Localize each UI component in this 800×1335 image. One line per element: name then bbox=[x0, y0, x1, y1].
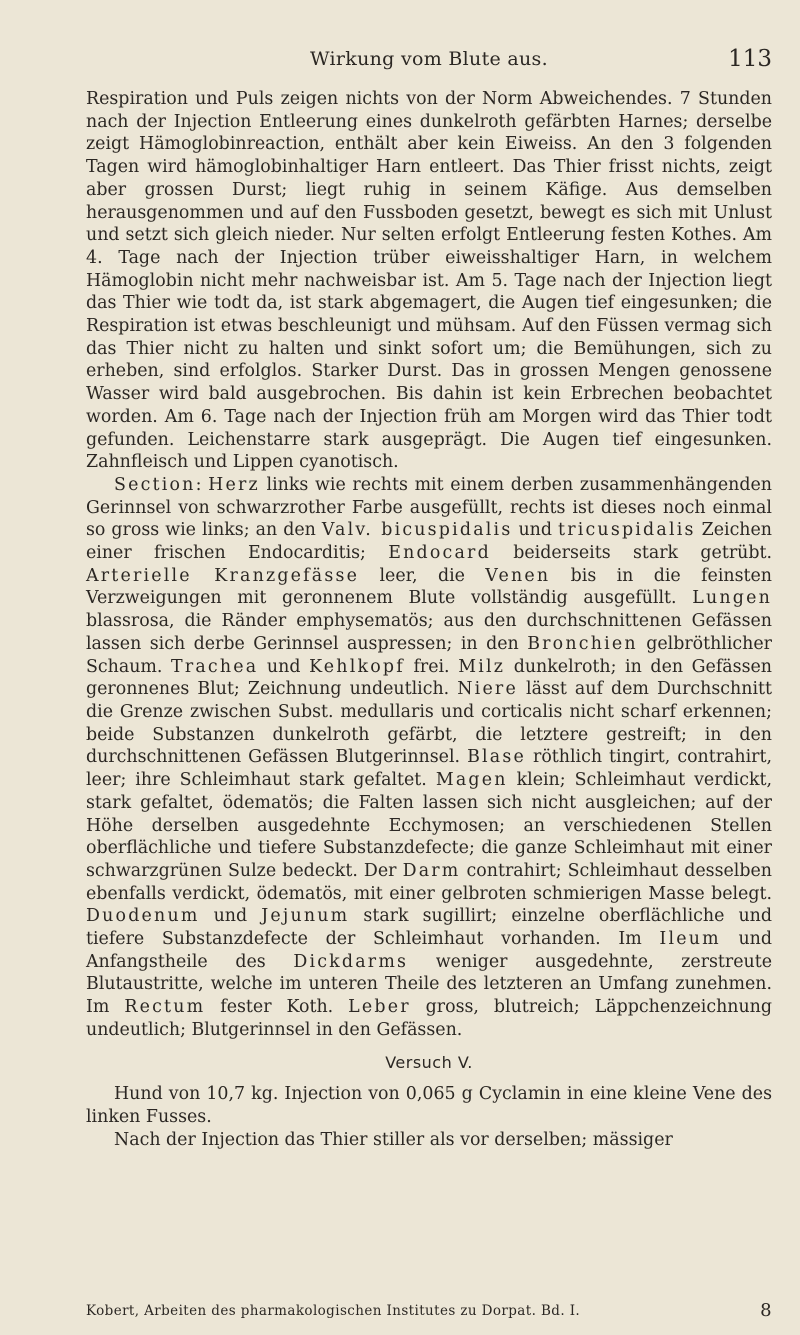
spaced-term: Valv. bicuspidalis bbox=[321, 520, 513, 541]
spaced-term: tricuspidalis bbox=[558, 520, 696, 541]
text-run: : bbox=[195, 474, 209, 495]
text-run: leer, die bbox=[359, 565, 486, 586]
spaced-term: Arterielle Kranzgefässe bbox=[86, 565, 360, 586]
spaced-term: Rectum bbox=[124, 997, 206, 1018]
text-run: und bbox=[512, 520, 559, 541]
spaced-term: Duodenum bbox=[86, 906, 200, 927]
text-run: dunkelroth; in den Gefässen geronnenes Blut; Zeichnung undeutlich. bbox=[86, 656, 772, 700]
spaced-term: Leber bbox=[348, 997, 411, 1018]
spaced-term: Endocard bbox=[388, 543, 491, 564]
text-run: und bbox=[199, 906, 262, 927]
paragraph-section-findings bbox=[86, 474, 772, 1042]
spaced-term: Section bbox=[114, 474, 196, 495]
text-run: bis in die feinsten Verzweigungen mit geronnenem Blute vollständig ausgefüllt. bbox=[86, 565, 772, 609]
spaced-term: Trachea bbox=[171, 656, 259, 677]
text-run: weniger ausgedehnte, zerstreute Blutaustritte, welche im unteren Theile des letzteren an Umfang zunehmen. Im bbox=[86, 951, 773, 1018]
body-text bbox=[86, 88, 772, 1151]
spaced-term: Niere bbox=[457, 679, 518, 700]
spaced-term: Kehlkopf bbox=[309, 656, 405, 677]
footer-citation: Kobert, Arbeiten des pharmakologischen Institutes zu Dorpat. Bd. I. bbox=[86, 1303, 581, 1319]
spaced-term: Ileum bbox=[659, 929, 721, 950]
spaced-term: Blase bbox=[467, 747, 526, 768]
paragraph-subject: Hund von 10,7 kg. Injection von 0,065 g Cyclamin in eine kleine Vene des linken Fusses. bbox=[86, 1084, 772, 1127]
page-number: 113 bbox=[728, 46, 772, 72]
spaced-term: Dickdarms bbox=[293, 951, 409, 972]
text-run: Zeichen einer frischen Endocarditis; bbox=[86, 520, 772, 564]
text-run: lässt auf dem Durchschnitt die Grenze zwischen Subst. medullaris und corticalis nicht scharf erkennen; beide Substanzen dunkelroth gefärbt, die letztere gestreift; in den durchschnittenen Gefässen Blutgerinnsel. bbox=[86, 679, 772, 768]
text-run: beiderseits stark getrübt. bbox=[490, 543, 772, 564]
running-head: Wirkung vom Blute aus. bbox=[310, 48, 548, 70]
spaced-term: Milz bbox=[458, 656, 506, 677]
spaced-term: Darm bbox=[402, 860, 461, 881]
paragraph-after-injection: Nach der Injection das Thier stiller als vor derselben; mässiger bbox=[114, 1129, 673, 1150]
paragraph-observation: Respiration und Puls zeigen nichts von der Norm Abweichendes. 7 Stunden nach der Injection Entleerung eines dunkelroth gefärbten Harnes; derselbe zeigt Hämoglobinreaction, enthält aber kein Eiweiss. An den 3 folgenden Tagen wird hämoglobinhaltiger Harn entleert. Das Thier frisst nichts, zeigt aber grossen Durst; liegt ruhig in seinem Käfige. Aus demselben herausgenommen und auf den Fussboden gesetzt, bewegt es sich mit Unlust und setzt sich gleich nieder. Nur selten erfolgt Entleerung festen Kothes. Am 4. Tage nach der Injection trüber eiweisshaltiger Harn, in welchem Hämoglobin nicht mehr nachweisbar ist. Am 5. Tage nach der Injection liegt das Thier wie todt da, ist stark abgemagert, die Augen tief eingesunken; die Respiration ist etwas beschleunigt und mühsam. Auf den Füssen vermag sich das Thier nicht zu halten und sinkt sofort um; die Bemühungen, sich zu erheben, sind erfolglos. Starker Durst. Das in grossen Mengen genossene Wasser wird bald ausgebrochen. Bis dahin ist kein Erbrechen beobachtet worden. Am 6. Tage nach der Injection früh am Morgen wird das Thier todt gefunden. Leichenstarre stark ausgeprägt. Die Augen tief eingesunken. Zahnfleisch und Lippen cyanotisch. bbox=[86, 89, 772, 473]
text-run: klein; Schleimhaut verdickt, stark gefaltet, ödematös; die Falten lassen sich nicht ausgleichen; auf der Höhe derselben ausgedehnte Ecchymosen; an verschiedenen Stellen oberflächliche und tiefere Substanzdefecte; die ganze Schleimhaut mit einer schwarzgrünen Sulze bedeckt. Der bbox=[86, 770, 772, 881]
text-run: und bbox=[258, 656, 310, 677]
spaced-term: Magen bbox=[435, 770, 508, 791]
text-run: gelbröthlicher Schaum. bbox=[86, 633, 772, 677]
spaced-term: Lungen bbox=[692, 588, 772, 609]
spaced-term: Venen bbox=[485, 565, 551, 586]
sheet-signature: 8 bbox=[760, 1300, 772, 1321]
text-run: und Anfangstheile des bbox=[86, 929, 772, 972]
spaced-term: Jejunum bbox=[261, 906, 350, 927]
text-run: contrahirt; Schleimhaut desselben ebenfalls verdickt, ödematös, mit einer gelbroten schmierigen Masse belegt. bbox=[86, 860, 772, 904]
text-run: stark sugillirt; einzelne oberflächliche und tiefere Substanzdefecte der Schleimhaut vorhanden. Im bbox=[86, 906, 772, 950]
text-run: gross, blutreich; Läppchenzeichnung undeutlich; Blutgerinnsel in den Gefässen. bbox=[86, 997, 773, 1040]
text-run: links wie rechts mit einem derben zusammenhängenden Gerinnsel von schwarzrother Farbe ausgefüllt, rechts ist dieses noch einmal so gross wie links; an den bbox=[86, 474, 772, 541]
text-run: blassrosa, die Ränder emphysematös; aus den durchschnittenen Gefässen lassen sich derbe Gerinnsel auspressen; in den bbox=[86, 611, 772, 654]
spaced-term: Bronchien bbox=[527, 633, 638, 654]
page-header bbox=[86, 48, 772, 84]
spaced-term: Herz bbox=[208, 474, 260, 495]
text-run: frei. bbox=[404, 656, 459, 677]
text-run: röthlich tingirt, contrahirt, leer; ihre Schleimhaut stark gefaltet. bbox=[86, 747, 772, 791]
page-footer bbox=[86, 1300, 772, 1321]
text-run: fester Koth. bbox=[205, 997, 349, 1018]
experiment-heading: Versuch V. bbox=[385, 1052, 473, 1072]
